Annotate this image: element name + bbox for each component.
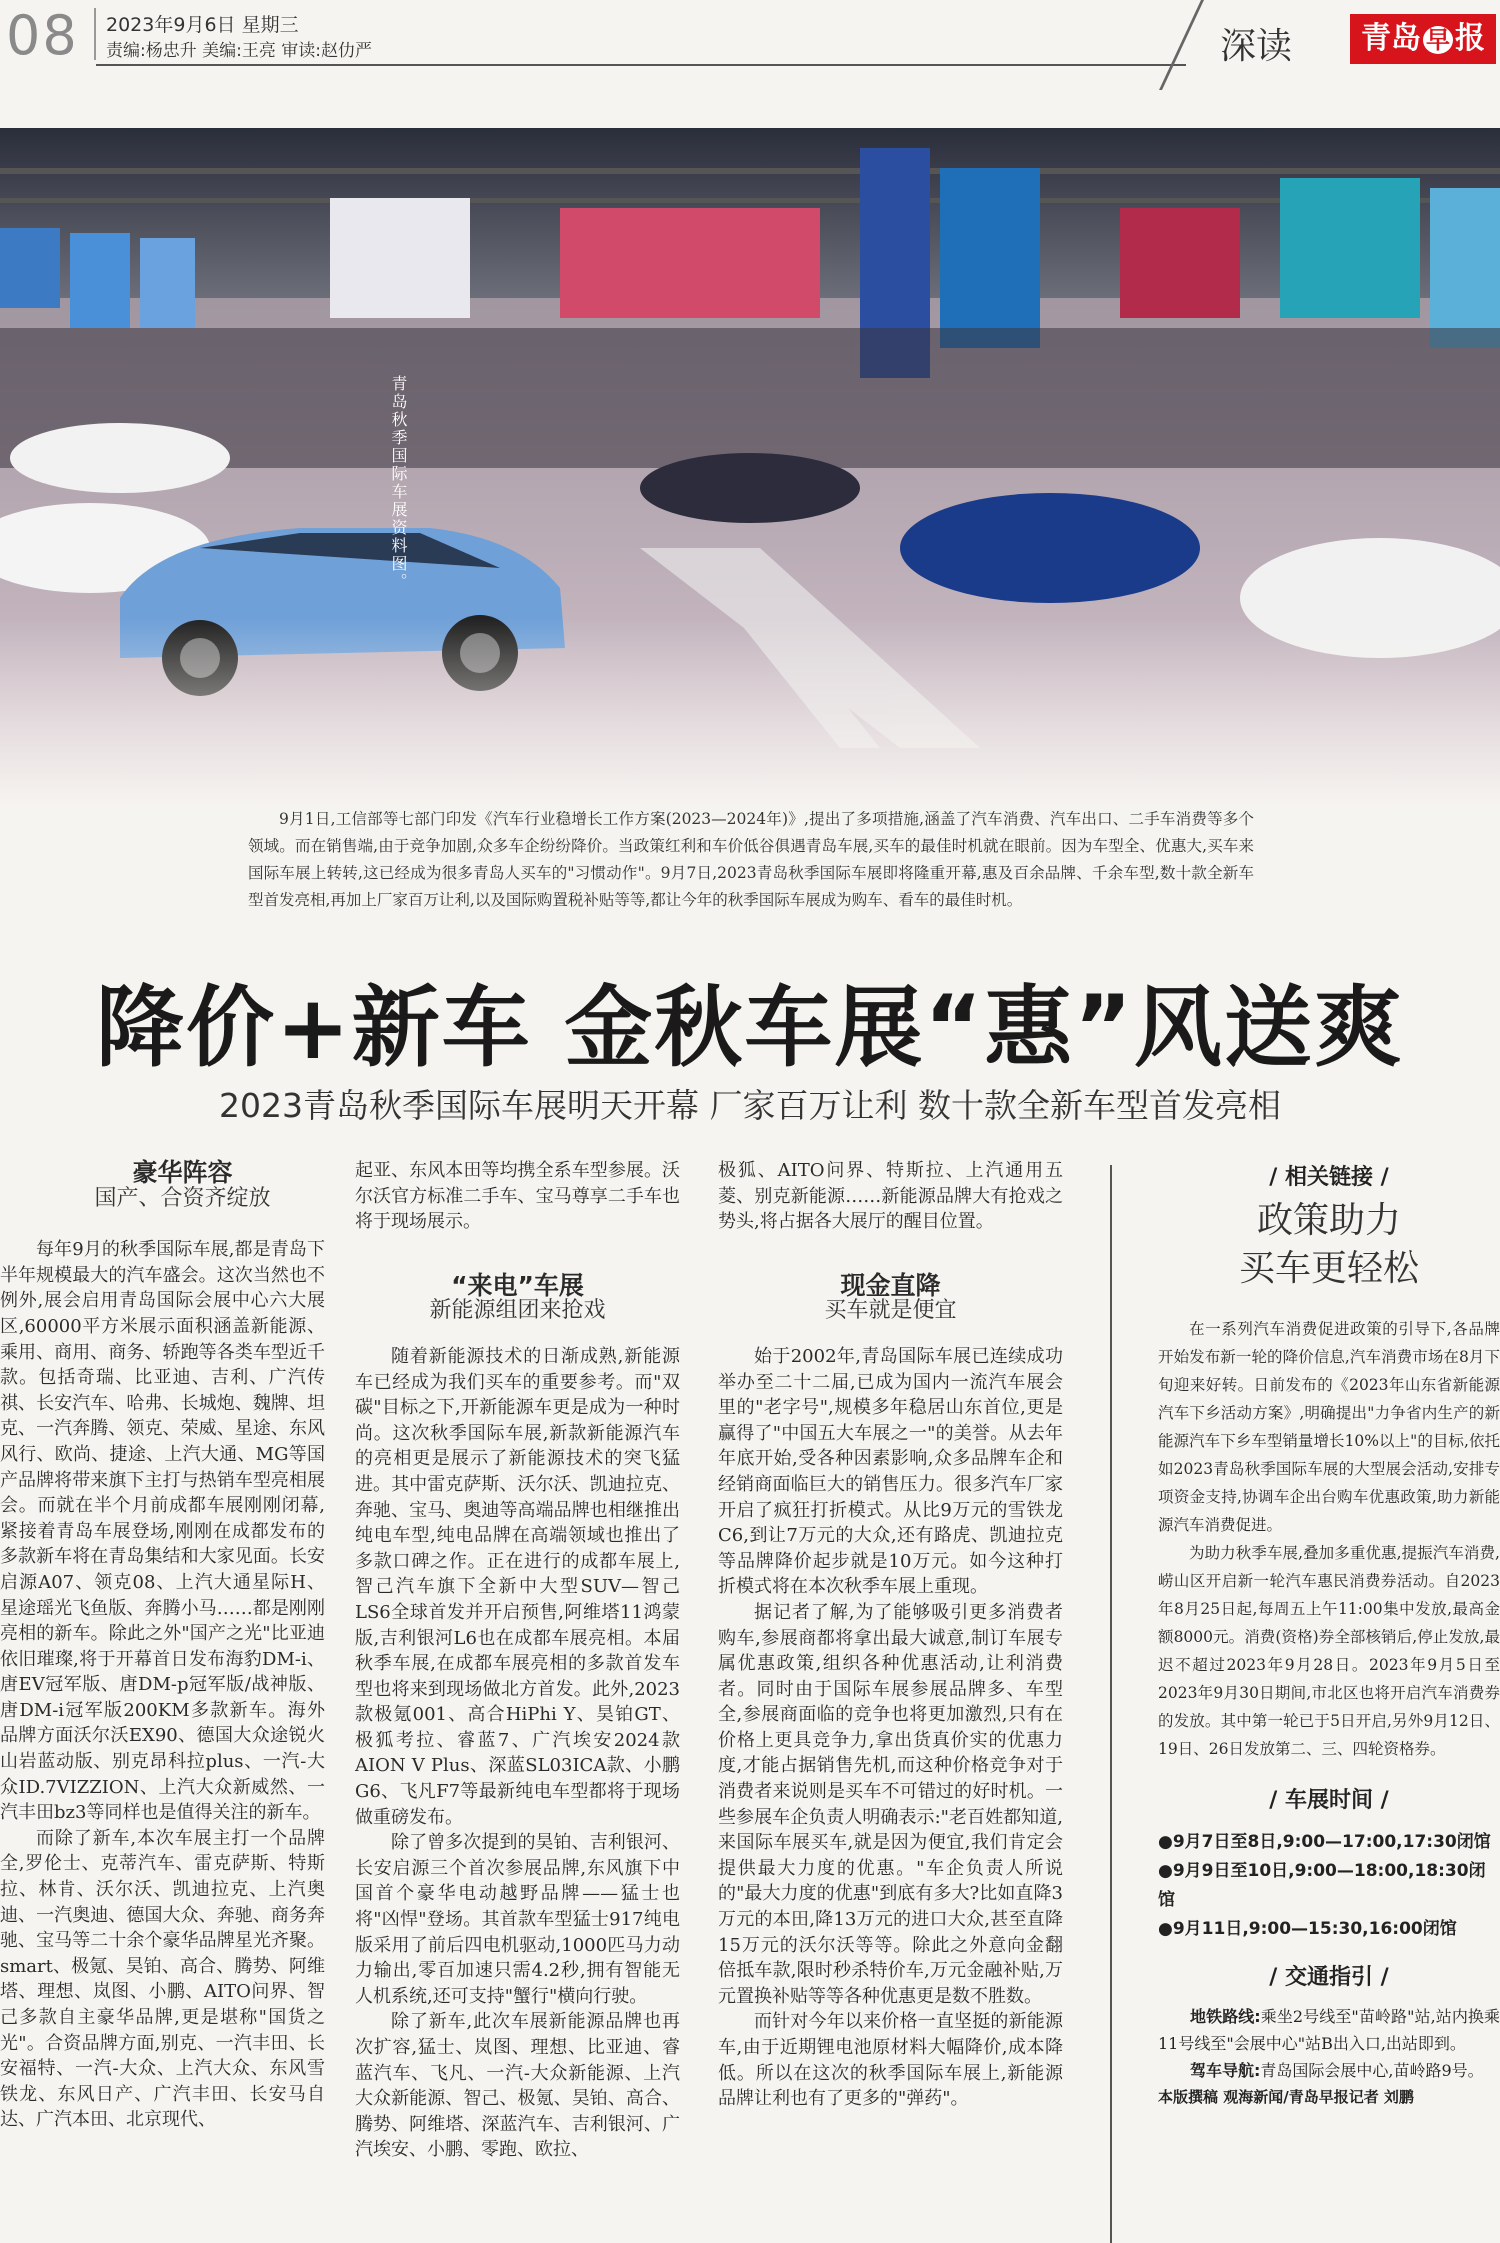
section-subtitle-ev: 新能源组团来抢戏 [429, 1298, 606, 1324]
page-number: 08 [6, 4, 79, 67]
show-time-1: ●9月7日至8日,9:00—17:00,17:30闭馆 [1158, 1832, 1491, 1852]
byline: 本版撰稿 观海新闻/青岛早报记者 刘鹏 [1158, 2088, 1414, 2106]
drive-route-label: 驾车导航: [1190, 2061, 1261, 2080]
drive-route-text: 青岛国际会展中心,苗岭路9号。 [1260, 2061, 1484, 2080]
column-3 [718, 1158, 1063, 2112]
page-header [0, 0, 1500, 100]
auto-show-photo [0, 128, 1500, 828]
cash-paragraph-1: 始于2002年,青岛国际车展已连续成功举办至二十二届,已成为国内一流汽车展会里的"老字号",规模多年稳居山东首位,更是赢得了"中国五大车展之一"的美誉。从去年年底开始,受各种因素影响,众多品牌车企和经销商面临巨大的销售压力。很多汽车厂家开启了疯狂打折模式。从比9万元的雪铁龙C6,到让7万元的大众,还有路虎、凯迪拉克等品牌降价起步就是10万元。如今这种打折模式将在本次秋季车展上重现。 [718, 1345, 1063, 1598]
masthead-pre: 青岛 [1361, 21, 1421, 56]
show-time-2: ●9月9日至10日,9:00—18:00,18:30闭馆 [1158, 1861, 1486, 1910]
subheadline: 2023青岛秋季国际车展明天开幕 厂家百万让利 数十款全新车型首发亮相 [219, 1086, 1281, 1125]
cash-paragraph-3: 而针对今年以来价格一直坚挺的新能源车,由于近期锂电池原材料大幅降价,成本降低。所以在这次的秋季国际车展上,新能源品牌让利也有了更多的"弹药"。 [718, 2011, 1063, 2110]
show-time-3: ●9月11日,9:00—15:30,16:00闭馆 [1158, 1919, 1457, 1939]
header-divider [94, 8, 96, 60]
masthead-mid: 早 [1423, 26, 1453, 54]
metro-route-label: 地铁路线: [1190, 2007, 1261, 2026]
issue-date: 2023年9月6日 星期三 [106, 14, 299, 36]
sidebar [1158, 1160, 1500, 2111]
sidebar-divider [1110, 1165, 1112, 2243]
section-title-cash: 现金直降 [840, 1270, 941, 1300]
section-title-luxury: 豪华阵容 [132, 1158, 233, 1187]
editor-credits: 责编:杨忠升 美编:王亮 审读:赵仂严 [106, 41, 372, 61]
related-link-tag: / 相关链接 / [1269, 1165, 1389, 1190]
header-rule [96, 64, 1186, 66]
sidebar-title-line2: 买车更轻松 [1238, 1248, 1419, 1289]
show-time-tag: / 车展时间 / [1269, 1788, 1389, 1813]
main-headline: 降价+新车 金秋车展“惠”风送爽 [95, 976, 1405, 1079]
header-slant-divider [1159, 0, 1204, 90]
section-subtitle-luxury: 国产、合资齐绽放 [94, 1185, 271, 1211]
policy-paragraph-2: 为助力秋季车展,叠加多重优惠,提振汽车消费,崂山区开启新一轮汽车惠民消费券活动。自2023年8月25日起,每周五上午11:00集中发放,最高金额8000元。消费(资格)券全部核销后,停止发放,最迟不超过2023年9月28日。2023年9月5日至2023年9月30日期间,市北区也将开启汽车消费券的发放。其中第一轮已于5日开启,另外9月12日、19日、26日发放第二、三、四轮资格券。 [1158, 1544, 1500, 1758]
policy-paragraph-1: 在一系列汽车消费促进政策的引导下,各品牌开始发布新一轮的降价信息,汽车消费市场在8月下旬迎来好转。日前发布的《2023年山东省新能源汽车下乡活动方案》,明确提出"力争省内生产的新能源汽车下乡车型销量增长10%以上"的目标,依托如2023青岛秋季国际车展的大型展会活动,安排专项资金支持,协调车企出台购车优惠政策,助力新能源汽车消费促进。 [1158, 1320, 1500, 1534]
section-label: 深读 [1220, 26, 1293, 67]
policy-text [1158, 1315, 1500, 1763]
ev-paragraph-2: 除了曾多次提到的昊铂、吉利银河、长安启源三个首次参展品牌,东风旗下中国首个豪华电动越野品牌——猛士也将"凶悍"登场。其首款车型猛士917纯电版采用了前后四电机驱动,1000匹马力动力输出,零百加速只需4.2秒,拥有智能无人机系统,还可支持"蟹行"横向行驶。 [355, 1832, 680, 2007]
section-subtitle-cash: 买车就是便宜 [824, 1298, 957, 1324]
column-2 [355, 1158, 680, 2163]
ev-paragraph-1: 随着新能源技术的日渐成熟,新能源车已经成为我们买车的重要参考。而"双碳"目标之下,开新能源车更是成为一种时尚。这次秋季国际车展,新款新能源汽车的亮相更是展示了新能源技术的突飞猛进。其中雷克萨斯、沃尔沃、凯迪拉克、奔驰、宝马、奥迪等高端品牌也相继推出纯电车型,纯电品牌在高端领域也推出了多款口碑之作。正在进行的成都车展上,智己汽车旗下全新中大型SUV—智己LS6全球首发并开启预售,阿维塔11鸿蒙版,吉利银河L6也在成都车展亮相。本届秋季车展,在成都车展亮相的多款首发车型也将来到现场做北方首发。此外,2023款极氪001、高合HiPhi Y、昊铂GT、极狐考拉、睿蓝7、广汽埃安2024款AION V Plus、深蓝SL03ICA款、小鹏G6、飞凡F7等最新纯电车型都将于现场做重磅发布。 [355, 1345, 680, 1828]
column-1 [0, 1160, 325, 2133]
drive-route [1158, 2057, 1500, 2084]
ev-paragraph-3: 除了新车,此次车展新能源品牌也再次扩容,猛士、岚图、理想、比亚迪、睿蓝汽车、飞凡、一汽-大众新能源、上汽大众新能源、智己、极氪、昊铂、高合、腾势、阿维塔、深蓝汽车、吉利银河、广汽埃安、小鹏、零跑、欧拉、 [355, 2011, 680, 2161]
metro-route [1158, 2003, 1500, 2057]
masthead-post: 报 [1455, 21, 1485, 56]
column-2-lead: 起亚、东风本田等均携全系车型参展。沃尔沃官方标准二手车、宝马尊享二手车也将于现场展示。 [355, 1160, 680, 1233]
section-title-ev: “来电”车展 [451, 1270, 584, 1300]
photo-caption: 青岛秋季国际车展资料图。 [389, 375, 408, 591]
intro-paragraph: 9月1日,工信部等七部门印发《汽车行业稳增长工作方案(2023—2024年)》,提出了多项措施,涵盖了汽车消费、汽车出口、二手车消费等多个领域。而在销售端,由于竞争加剧,众多车企纷纷降价。当政策红利和车价低谷俱遇青岛车展,买车的最佳时机就在眼前。因为车型全、优惠大,买车来国际车展上转转,这已经成为很多青岛人买车的"习惯动作"。9月7日,2023青岛秋季国际车展即将隆重开幕,惠及百余品牌、千余车型,数十款全新车型首发亮相,再加上厂家百万让利,以及国际购置税补贴等等,都让今年的秋季国际车展成为购车、看车的最佳时机。 [248, 810, 1255, 909]
luxury-paragraph-2: 而除了新车,本次车展主打一个品牌全,罗伦士、克蒂汽车、雷克萨斯、特斯拉、林肯、沃尔沃、凯迪拉克、上汽奥迪、一汽奥迪、德国大众、奔驰、商务奔驰、宝马等二十余个豪华品牌星光齐聚。smart、极氪、昊铂、高合、腾势、阿维塔、理想、岚图、小鹏、AITO问界、智己多款自主豪华品牌,更是堪称"国货之光"。合资品牌方面,别克、一汽丰田、长安福特、一汽-大众、上汽大众、东风雪铁龙、东风日产、广汽丰田、长安马自达、广汽本田、北京现代、 [0, 1827, 325, 2131]
metro-route-text: 乘坐2号线至"苗岭路"站,站内换乘11号线至"会展中心"站B出入口,出站即到。 [1158, 2007, 1500, 2053]
sidebar-title-line1: 政策助力 [1256, 1200, 1401, 1241]
newspaper-masthead [1350, 14, 1496, 64]
auto-show-illustration [0, 128, 1500, 828]
traffic-tag: / 交通指引 / [1269, 1965, 1389, 1990]
column-3-lead: 极狐、AITO问界、特斯拉、上汽通用五菱、别克新能源……新能源品牌大有抢戏之势头,将占据各大展厅的醒目位置。 [718, 1160, 1063, 1233]
luxury-paragraph-1: 每年9月的秋季国际车展,都是青岛下半年规模最大的汽车盛会。这次当然也不例外,展会启用青岛国际会展中心六大展区,60000平方米展示面积涵盖新能源、乘用、商用、商务、轿跑等各类车型近千款。包括奇瑞、比亚迪、吉利、广汽传祺、长安汽车、哈弗、长城炮、魏牌、坦克、一汽奔腾、领克、荣威、星途、东风风行、欧尚、捷途、上汽大通、MG等国产品牌将带来旗下主打与热销车型亮相展会。而就在半个月前成都车展刚刚闭幕,紧接着青岛车展登场,刚刚在成都发布的多款新车将在青岛集结和大家见面。长安启源A07、领克08、上汽大通星际H、星途瑶光飞鱼版、奔腾小马……都是刚刚亮相的新车。除此之外"国产之光"比亚迪依旧璀璨,将于开幕首日发布海豹DM-i、唐EV冠军版、唐DM-p冠军版/战神版、唐DM-i冠军版200KM多款新车。海外品牌方面沃尔沃EX90、德国大众途锐火山岩蓝动版、别克昂科拉plus、一汽-大众ID.7VIZZION、上汽大众新威然、一汽丰田bz3等同样也是值得关注的新车。 [0, 1239, 325, 1824]
cash-paragraph-2: 据记者了解,为了能够吸引更多消费者购车,参展商都将拿出最大诚意,制订车展专属优惠政策,组织各种优惠活动,让利消费者。同时由于国际车展参展品牌多、车型全,参展商面临的竞争也将更加激烈,只有在价格上更具竞争力,拿出货真价实的优惠力度,才能占据销售先机,而这种价格竞争对于消费者来说则是买车不可错过的好时机。一些参展车企负责人明确表示:"老百姓都知道,来国际车展买车,就是因为便宜,我们肯定会提供最大力度的优惠。"车企负责人所说的"最大力度的优惠"到底有多大?比如直降3万元的本田,降13万元的进口大众,甚至直降15万元的沃尔沃等等。除此之外意向金翻倍抵车款,限时秒杀特价车,万元金融补贴,万元置换补贴等等各种优惠更是数不胜数。 [718, 1601, 1063, 2007]
